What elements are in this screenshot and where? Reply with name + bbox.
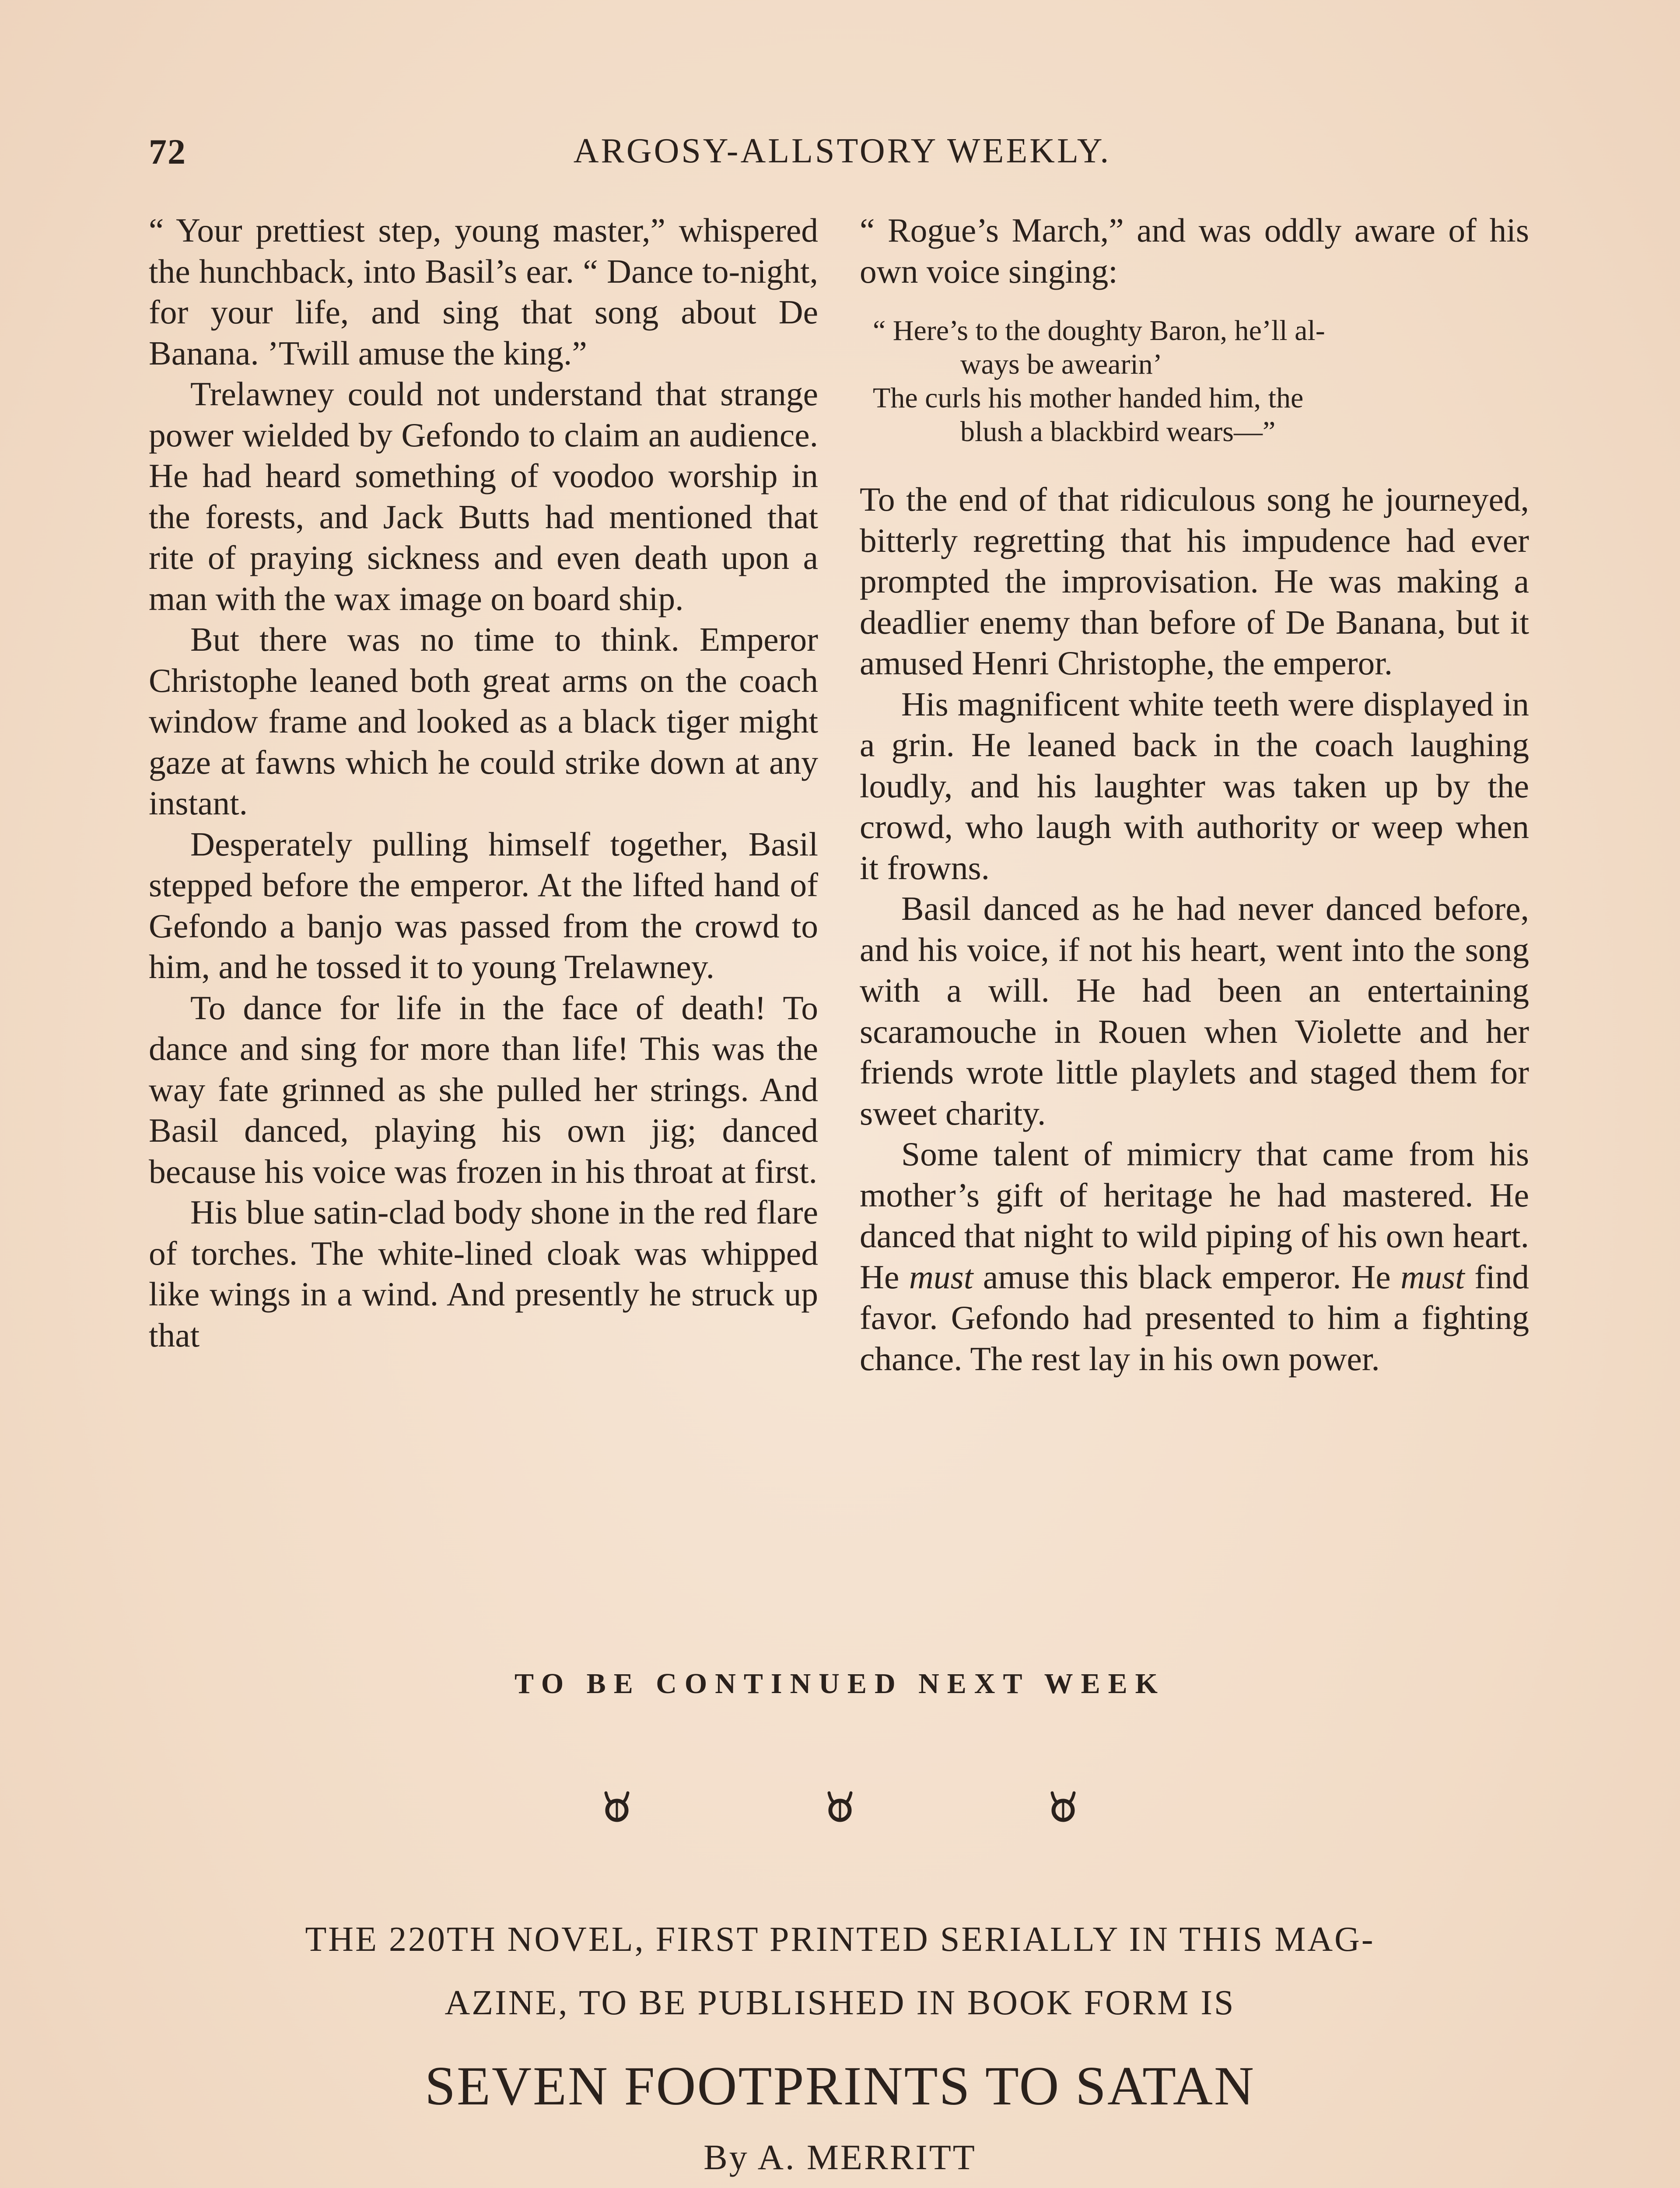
book-notice <box>88 1908 1592 2188</box>
verse-line: “ Here’s to the doughty Baron, he’ll al- <box>873 315 1325 347</box>
paragraph: Desperately pulling himself together, Basil stepped before the emperor. At the lifted hand of Gefondo a banjo was passed from the crowd to him, and he tossed it to young Trelawney. <box>149 825 818 985</box>
ornament-icon <box>1048 1788 1078 1823</box>
paragraph: His blue satin-clad body shone in the red flare of torches. The white-lined cloak was whipped like wings in a wind. And presently he struck up that <box>149 1193 818 1354</box>
paragraph <box>860 1134 1529 1379</box>
book-title: SEVEN FOOTPRINTS TO SATAN <box>424 2056 1255 2117</box>
paragraph: His magnificent white teeth were displayed in a grin. He leaned back in the coach laughing loudly, and his laughter was taken up by the crowd, who laugh with authority or weep when it frowns. <box>860 685 1529 887</box>
to-be-continued: TO BE CONTINUED NEXT WEEK <box>514 1668 1166 1700</box>
notice-line: AZINE, TO BE PUBLISHED IN BOOK FORM IS <box>444 1984 1236 2022</box>
emphasis: must <box>1400 1258 1465 1296</box>
verse-line: blush a blackbird wears—” <box>960 416 1276 448</box>
text-run: amuse this black emperor. He <box>973 1258 1401 1296</box>
ornament-row <box>0 1788 1680 1823</box>
page-header <box>149 131 1536 179</box>
paragraph: “ Your prettiest step, young master,” whispered the hunchback, into Basil’s ear. “ Dance to-night, for your life, and sing that song about De Banana. ’Twill amuse the king.” <box>149 211 818 372</box>
ornament-icon <box>602 1788 632 1823</box>
notice-line: THE 220TH NOVEL, FIRST PRINTED SERIALLY IN THIS MAG- <box>305 1920 1375 1959</box>
verse-line: The curls his mother handed him, the <box>873 382 1304 414</box>
running-head: ARGOSY-ALLSTORY WEEKLY. <box>573 132 1111 170</box>
page-number: 72 <box>149 132 186 172</box>
text-run: find favor. Gefondo had presented to him a fighting chance. The rest lay in his own power. <box>860 1258 1530 1378</box>
byline: By A. MERRITT <box>704 2137 976 2177</box>
paragraph: But there was no time to think. Emperor Christophe leaned both great arms on the coach window frame and looked as a black tiger might gaze at fawns which he could strike down at any instant. <box>149 621 818 822</box>
verse-line: ways be awearin’ <box>960 348 1162 380</box>
right-column <box>860 210 1529 1379</box>
ornament-icon <box>825 1788 855 1823</box>
paragraph: To dance for life in the face of death! To dance and sing for more than life! This was the way fate grinned as she pulled her strings. And Basil danced, playing his own jig; danced because his voice was frozen in his throat at first. <box>149 989 818 1190</box>
author-credits <box>88 2186 1592 2188</box>
song-verse <box>873 314 1529 449</box>
text-run: Some talent of mimicry that came from his mother’s gift of heritage he had mastered. He danced that night to wild piping of his own heart. He <box>860 1135 1529 1296</box>
left-column <box>149 210 818 1356</box>
paragraph: Trelawney could not understand that strange power wielded by Gefondo to claim an audience. He had heard something of voodoo worship in the forests, and Jack Butts had mentioned that rite of praying sickness and even death upon a man with the wax image on board ship. <box>149 375 818 617</box>
paragraph: “ Rogue’s March,” and was oddly aware of his own voice singing: <box>860 211 1529 290</box>
emphasis: must <box>909 1258 973 1296</box>
paragraph: Basil danced as he had never danced before, and his voice, if not his heart, went into the song with a will. He had been an entertaining scaramouche in Rouen when Violette and her friends wrote little playlets and staged them for sweet charity. <box>860 890 1529 1132</box>
paragraph: To the end of that ridiculous song he journeyed, bitterly regretting that his impudence had ever prompted the improvisation. He was making a deadlier enemy than before of De Banana, but it amused Henri Christophe, the emperor. <box>860 480 1529 682</box>
